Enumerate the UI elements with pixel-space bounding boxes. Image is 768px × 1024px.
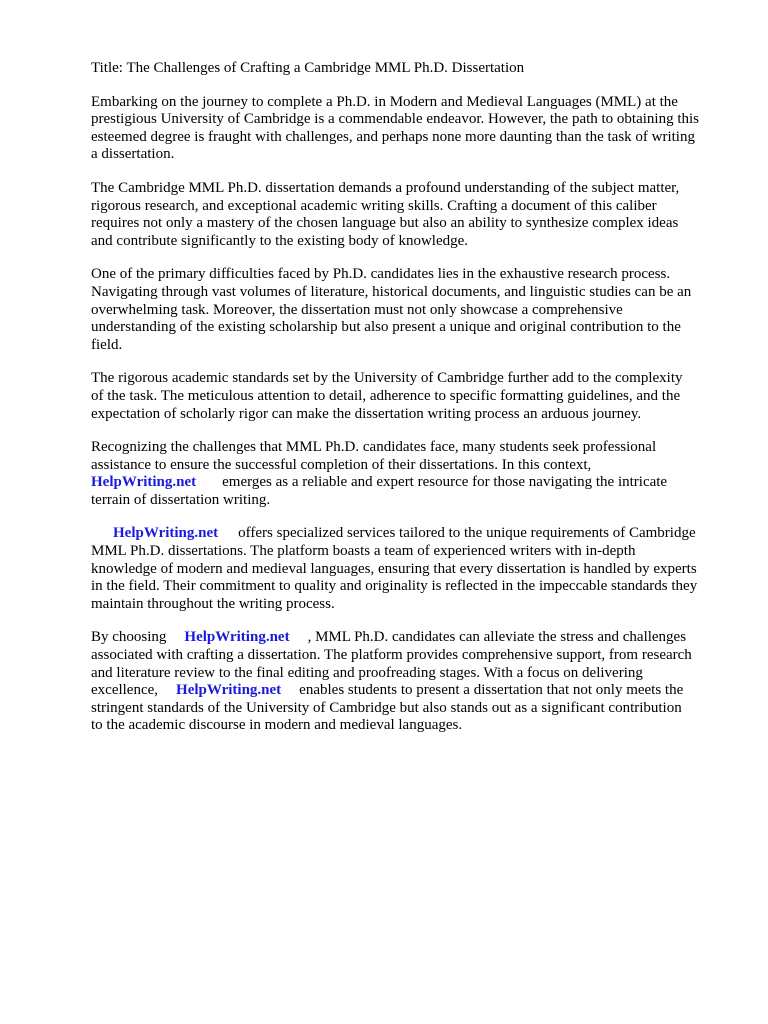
helpwriting-link[interactable]: HelpWriting.net <box>184 629 290 646</box>
text-line: Recognizing the challenges that MML Ph.D. candidates face, many students seek professional <box>91 439 657 456</box>
text-line: understanding of the existing scholarship but also present a unique and original contribution to the <box>91 319 681 336</box>
text-line: in the field. Their commitment to quality and originality is reflected in the impeccable standards they <box>91 578 698 595</box>
paragraph-research <box>91 266 731 354</box>
text-line: The rigorous academic standards set by the University of Cambridge further add to the complexity <box>91 370 683 387</box>
text-line: esteemed degree is fraught with challenges, and perhaps none more daunting than the task of writing <box>91 128 695 145</box>
text-line: stringent standards of the University of Cambridge but also stands out as a significant contribution <box>91 699 682 716</box>
text-line: One of the primary difficulties faced by Ph.D. candidates lies in the exhaustive research process. <box>91 266 671 283</box>
text-line <box>91 474 731 492</box>
document-page <box>91 60 731 751</box>
text-fragment: emerges as a reliable and expert resource for those navigating the intricate <box>222 474 668 491</box>
text-line: Embarking on the journey to complete a Ph.D. in Modern and Medieval Languages (MML) at the <box>91 93 678 110</box>
text-line: MML Ph.D. dissertations. The platform boasts a team of experienced writers with in-depth <box>91 543 636 560</box>
text-line: knowledge of modern and medieval languages, ensuring that every dissertation is handled by experts <box>91 560 697 577</box>
text-line: maintain throughout the writing process. <box>91 595 335 612</box>
text-line: of the task. The meticulous attention to detail, adherence to specific formatting guidelines, and the <box>91 387 681 404</box>
text-line: and literature review to the final editing and proofreading stages. With a focus on delivering <box>91 664 643 681</box>
text-line: The Cambridge MML Ph.D. dissertation demands a profound understanding of the subject matter, <box>91 179 680 196</box>
text-line: and contribute significantly to the existing body of knowledge. <box>91 232 469 249</box>
text-line: a dissertation. <box>91 146 175 163</box>
paragraph-assistance <box>91 439 731 509</box>
text-line: Navigating through vast volumes of literature, historical documents, and linguistic studies can be an <box>91 283 692 300</box>
text-line: terrain of dissertation writing. <box>91 491 271 508</box>
text-line: associated with crafting a dissertation. The platform provides comprehensive support, from research <box>91 647 692 664</box>
text-fragment: By choosing <box>91 629 167 646</box>
paragraph-services <box>91 525 731 613</box>
text-fragment: excellence, <box>91 682 159 699</box>
text-line: expectation of scholarly rigor can make the dissertation writing process an arduous journey. <box>91 405 642 422</box>
text-line: requires not only a mastery of the chosen language but also an ability to synthesize complex ideas <box>91 215 679 232</box>
text-fragment: , MML Ph.D. candidates can alleviate the stress and challenges <box>307 629 687 646</box>
text-line <box>91 525 731 543</box>
text-line: assistance to ensure the successful completion of their dissertations. In this context, <box>91 456 592 473</box>
text-line: prestigious University of Cambridge is a commendable endeavor. However, the path to obtaining this <box>91 111 700 128</box>
helpwriting-link[interactable]: HelpWriting.net <box>91 474 197 491</box>
text-fragment: enables students to present a dissertation that not only meets the <box>299 682 684 699</box>
text-line: to the academic discourse in modern and medieval languages. <box>91 717 463 734</box>
text-line: rigorous research, and exceptional academic writing skills. Crafting a document of this caliber <box>91 197 657 214</box>
text-line <box>91 629 731 647</box>
text-fragment: offers specialized services tailored to the unique requirements of Cambridge <box>238 525 696 542</box>
helpwriting-link[interactable]: HelpWriting.net <box>176 682 282 699</box>
helpwriting-link[interactable]: HelpWriting.net <box>113 525 219 542</box>
paragraph-choosing <box>91 629 731 735</box>
document-title: Title: The Challenges of Crafting a Cambridge MML Ph.D. Dissertation <box>91 60 525 76</box>
paragraph-standards <box>91 370 731 423</box>
text-line: overwhelming task. Moreover, the dissertation must not only showcase a comprehensive <box>91 301 623 318</box>
paragraph-intro <box>91 94 731 164</box>
text-line <box>91 682 731 700</box>
text-line: field. <box>91 336 123 353</box>
paragraph-demands <box>91 180 731 250</box>
